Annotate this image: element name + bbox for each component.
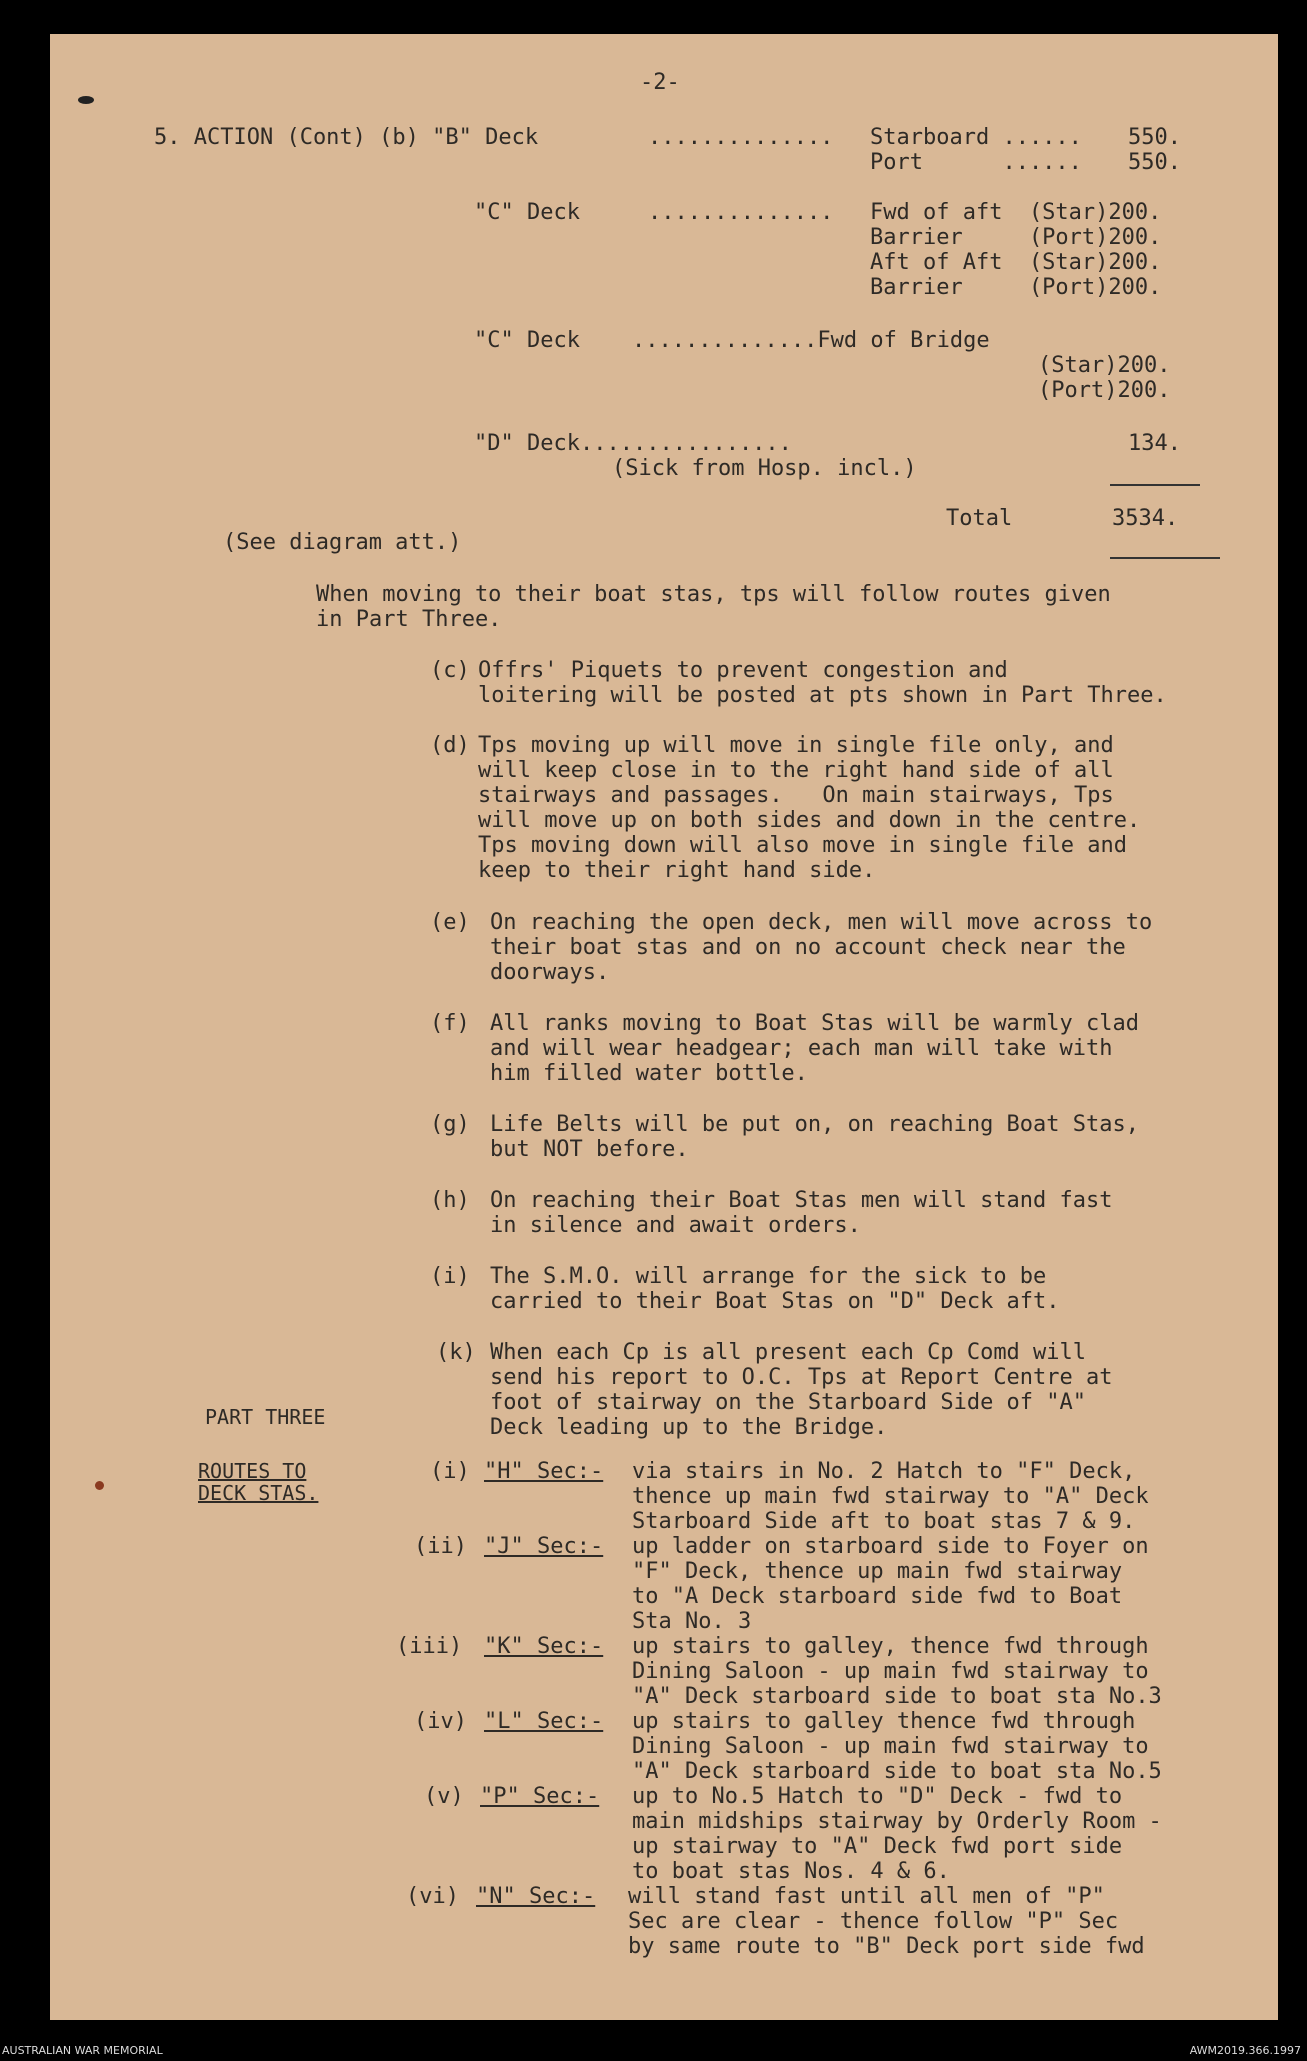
route-number: (ii) bbox=[414, 1534, 467, 1559]
item-line: and will wear headgear; each man will take with bbox=[490, 1036, 1113, 1061]
item-line: him filled water bottle. bbox=[490, 1061, 808, 1086]
route-line: up stairs to galley, thence fwd through bbox=[632, 1634, 1149, 1659]
route-number: (vi) bbox=[406, 1884, 459, 1909]
item-label: (k) bbox=[436, 1340, 476, 1365]
item-line: in silence and await orders. bbox=[490, 1213, 861, 1238]
footer-institution: AUSTRALIAN WAR MEMORIAL bbox=[2, 2044, 163, 2057]
route-section: "L" Sec:- bbox=[484, 1709, 604, 1734]
item-label: (g) bbox=[430, 1112, 470, 1137]
item-line: foot of stairway on the Starboard Side of "A" bbox=[490, 1390, 1087, 1415]
route-line: to "A Deck starboard side fwd to Boat bbox=[632, 1584, 1123, 1609]
item-line: doorways. bbox=[490, 960, 610, 985]
route-line: up stairs to galley thence fwd through bbox=[632, 1709, 1136, 1734]
item-line: keep to their right hand side. bbox=[478, 858, 876, 883]
item-line: The S.M.O. will arrange for the sick to be bbox=[490, 1264, 1047, 1289]
item-line: Offrs' Piquets to prevent congestion and bbox=[478, 658, 1008, 683]
c-deck-leader: .............. bbox=[648, 200, 834, 225]
route-line: "A" Deck starboard side to boat sta No.3 bbox=[632, 1684, 1162, 1709]
item-line: When each Cp is all present each Cp Comd will bbox=[490, 1340, 1087, 1365]
item-line: Deck leading up to the Bridge. bbox=[490, 1415, 888, 1440]
item-label: (i) bbox=[430, 1264, 470, 1289]
b-deck-side-port: Port ...... bbox=[870, 150, 1082, 175]
item-line: loitering will be posted at pts shown in Part Three. bbox=[478, 683, 1167, 708]
route-line: to boat stas Nos. 4 & 6. bbox=[632, 1859, 950, 1884]
route-line: Sec are clear - thence follow "P" Sec bbox=[628, 1909, 1119, 1934]
item-line: Life Belts will be put on, on reaching Boat Stas, bbox=[490, 1112, 1140, 1137]
c-deck-bridge-line: (Port)200. bbox=[1038, 378, 1171, 403]
item-label: (h) bbox=[430, 1188, 470, 1213]
item-line: On reaching their Boat Stas men will stand fast bbox=[490, 1188, 1113, 1213]
route-line: "A" Deck starboard side to boat sta No.5 bbox=[632, 1759, 1162, 1784]
item-line: Tps moving up will move in single file only, and bbox=[478, 733, 1114, 758]
part-three-subheading: ROUTES TO bbox=[198, 1459, 307, 1483]
route-section: "N" Sec:- bbox=[476, 1884, 596, 1909]
route-line: main midships stairway by Orderly Room - bbox=[632, 1809, 1162, 1834]
route-line: Dining Saloon - up main fwd stairway to bbox=[632, 1659, 1149, 1684]
total-label: Total bbox=[946, 506, 1013, 531]
item-line: stairways and passages. On main stairways, Tps bbox=[478, 783, 1114, 808]
see-diagram-note: (See diagram att.) bbox=[223, 530, 462, 555]
route-line: Sta No. 3 bbox=[632, 1609, 752, 1634]
c-deck-bridge-line: (Star)200. bbox=[1038, 353, 1171, 378]
route-line: up to No.5 Hatch to "D" Deck - fwd to bbox=[632, 1784, 1123, 1809]
route-number: (v) bbox=[424, 1784, 464, 1809]
route-number: (iv) bbox=[414, 1709, 467, 1734]
route-line: Starboard Side aft to boat stas 7 & 9. bbox=[632, 1509, 1136, 1534]
d-deck-value: 134. bbox=[1128, 431, 1181, 456]
intro-line: in Part Three. bbox=[316, 607, 502, 632]
d-deck-label: "D" Deck bbox=[474, 431, 580, 456]
item-line: carried to their Boat Stas on "D" Deck aft. bbox=[490, 1289, 1060, 1314]
b-deck-value-port: 550. bbox=[1128, 150, 1181, 175]
section-heading: 5. ACTION (Cont) (b) "B" Deck bbox=[154, 125, 539, 150]
total-rule-bottom bbox=[1110, 557, 1220, 559]
route-line: up ladder on starboard side to Foyer on bbox=[632, 1534, 1149, 1559]
punch-hole-mark bbox=[78, 96, 94, 104]
route-line: will stand fast until all men of "P" bbox=[628, 1884, 1105, 1909]
item-line: On reaching the open deck, men will move across to bbox=[490, 910, 1153, 935]
part-three-subheading: DECK STAS. bbox=[198, 1481, 319, 1505]
c-deck-bridge-leader: ..............Fwd of Bridge bbox=[632, 328, 990, 353]
footer-accession-number: AWM2019.366.1997 bbox=[1189, 2044, 1301, 2057]
route-section: "J" Sec:- bbox=[484, 1534, 604, 1559]
c-deck-line: Fwd of aft (Star)200. bbox=[870, 200, 1162, 225]
d-deck-leader: ................ bbox=[580, 431, 792, 456]
route-line: up stairway to "A" Deck fwd port side bbox=[632, 1834, 1123, 1859]
item-line: will move up on both sides and down in the centre. bbox=[478, 808, 1141, 833]
total-value: 3534. bbox=[1112, 506, 1179, 531]
intro-line: When moving to their boat stas, tps will follow routes given bbox=[316, 582, 1111, 607]
item-line: but NOT before. bbox=[490, 1137, 689, 1162]
part-three-heading: PART THREE bbox=[205, 1405, 326, 1429]
item-line: All ranks moving to Boat Stas will be warmly clad bbox=[490, 1011, 1140, 1036]
route-line: "F" Deck, thence up main fwd stairway bbox=[632, 1559, 1123, 1584]
ink-spot bbox=[95, 1481, 104, 1490]
d-deck-note: (Sick from Hosp. incl.) bbox=[612, 456, 917, 481]
b-deck-leader: .............. bbox=[648, 125, 834, 150]
b-deck-value-starboard: 550. bbox=[1128, 125, 1181, 150]
item-line: send his report to O.C. Tps at Report Centre at bbox=[490, 1365, 1113, 1390]
item-label: (f) bbox=[430, 1011, 470, 1036]
route-line: Dining Saloon - up main fwd stairway to bbox=[632, 1734, 1149, 1759]
c-deck-label: "C" Deck bbox=[474, 200, 580, 225]
item-label: (d) bbox=[430, 733, 470, 758]
c-deck-line: Aft of Aft (Star)200. bbox=[870, 250, 1162, 275]
route-number: (i) bbox=[430, 1459, 470, 1484]
c-deck-line: Barrier (Port)200. bbox=[870, 275, 1162, 300]
c-deck-line: Barrier (Port)200. bbox=[870, 225, 1162, 250]
route-line: thence up main fwd stairway to "A" Deck bbox=[632, 1484, 1149, 1509]
item-label: (c) bbox=[430, 658, 470, 683]
item-label: (e) bbox=[430, 910, 470, 935]
total-rule-top bbox=[1110, 484, 1200, 486]
route-section: "K" Sec:- bbox=[484, 1634, 604, 1659]
page-number: -2- bbox=[640, 70, 680, 95]
route-number: (iii) bbox=[396, 1634, 463, 1659]
route-line: by same route to "B" Deck port side fwd bbox=[628, 1934, 1145, 1959]
route-line: via stairs in No. 2 Hatch to "F" Deck, bbox=[632, 1459, 1136, 1484]
c-deck-bridge-label: "C" Deck bbox=[474, 328, 580, 353]
route-section: "P" Sec:- bbox=[480, 1784, 600, 1809]
item-line: will keep close in to the right hand side of all bbox=[478, 758, 1114, 783]
b-deck-side-starboard: Starboard ...... bbox=[870, 125, 1082, 150]
item-line: Tps moving down will also move in single file and bbox=[478, 833, 1128, 858]
route-section: "H" Sec:- bbox=[484, 1459, 604, 1484]
item-line: their boat stas and on no account check near the bbox=[490, 935, 1126, 960]
